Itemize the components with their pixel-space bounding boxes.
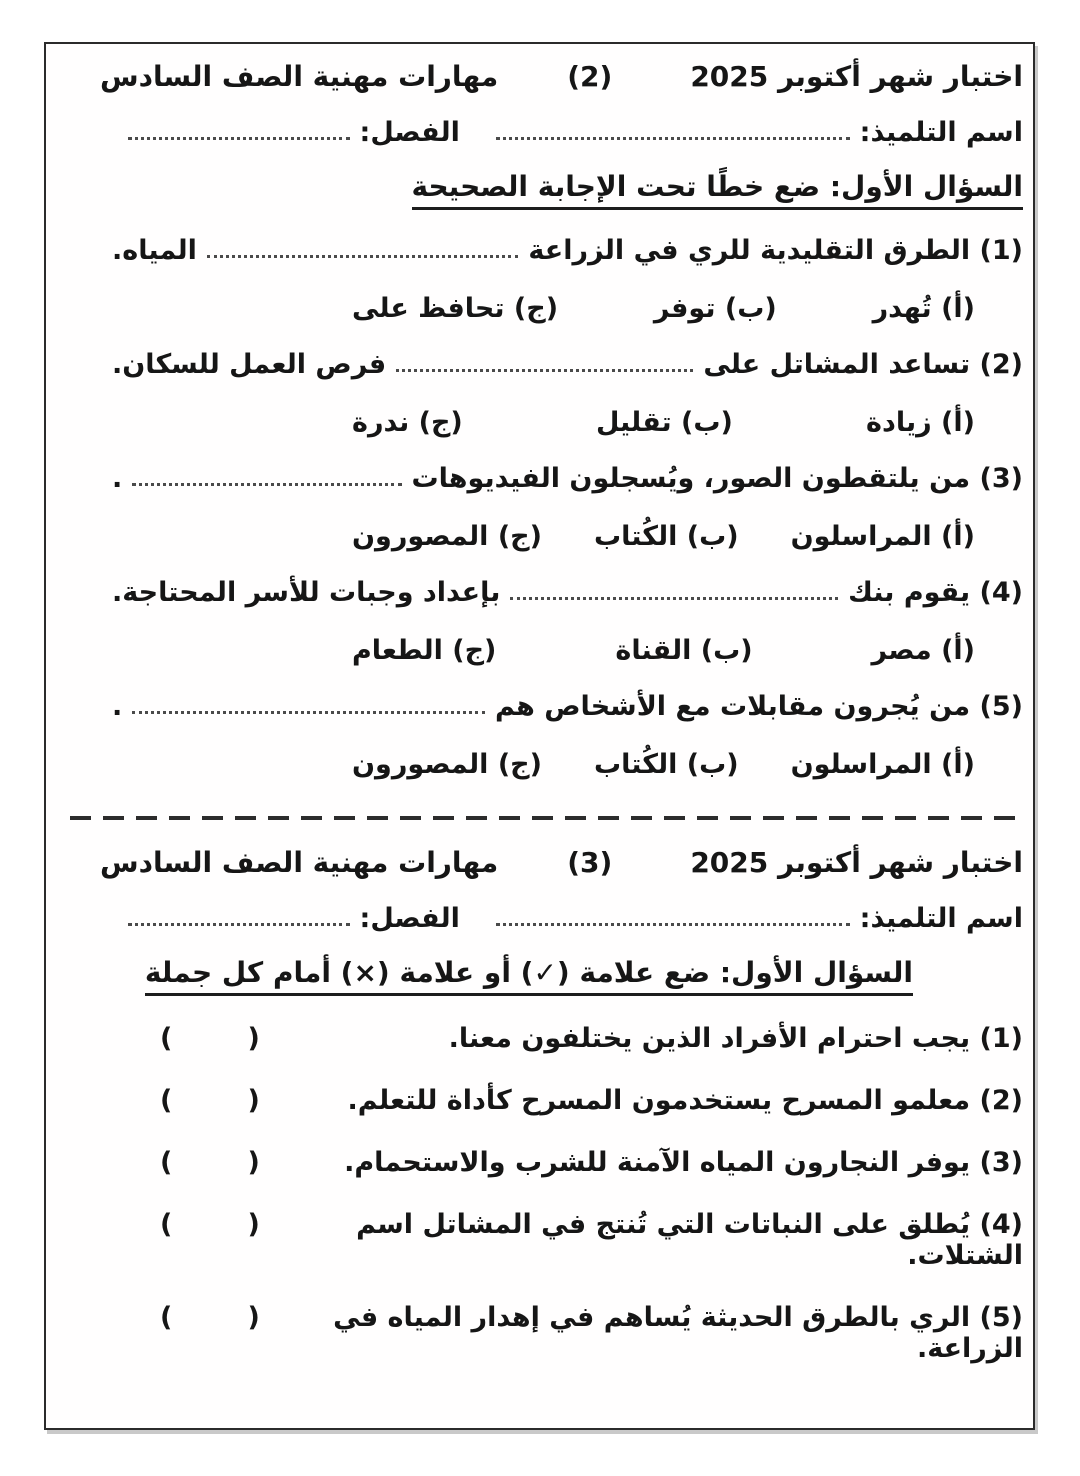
student-name-label: اسم التلميذ: bbox=[859, 903, 1023, 934]
question-1-tail: المياه. bbox=[112, 235, 197, 266]
class-label: الفصل: bbox=[359, 903, 460, 934]
question-3 bbox=[62, 463, 1023, 552]
option-c: (ج) المصورون bbox=[352, 521, 542, 552]
statement-text: (1) يجب احترام الأفراد الذين يختلفون معنا. bbox=[448, 1023, 1023, 1054]
option-a: (أ) تُهدر bbox=[872, 293, 975, 324]
exam-2-instruction-row bbox=[62, 170, 1023, 210]
exam-subject: مهارات مهنية الصف السادس bbox=[100, 60, 499, 93]
option-b: (ب) توفر bbox=[653, 293, 777, 324]
question-5-tail: . bbox=[112, 691, 123, 722]
question-4-line bbox=[62, 577, 1023, 608]
answer-parentheses: ( ) bbox=[160, 1209, 260, 1240]
statement-4 bbox=[62, 1209, 1023, 1271]
statement-2 bbox=[62, 1085, 1023, 1116]
statement-text: (4) يُطلق على النباتات التي تُنتج في المشاتل اسم الشتلات. bbox=[356, 1209, 1023, 1271]
option-b: (ب) الكُتاب bbox=[593, 749, 739, 780]
question-3-blank bbox=[132, 483, 401, 486]
exam-number: (3) bbox=[567, 846, 613, 879]
exam-title: اختبار شهر أكتوبر 2025 bbox=[690, 846, 1023, 879]
student-name-label: اسم التلميذ: bbox=[859, 117, 1023, 148]
question-4-lead: (4) يقوم بنك bbox=[848, 577, 1023, 608]
question-1-blank bbox=[207, 255, 519, 258]
question-1-lead: (1) الطرق التقليدية للري في الزراعة bbox=[528, 235, 1023, 266]
exam-3-section bbox=[62, 846, 1023, 1364]
option-b: (ب) القناة bbox=[615, 635, 753, 666]
question-5-options bbox=[62, 749, 1023, 780]
option-c: (ج) ندرة bbox=[352, 407, 463, 438]
scanned-exam-page bbox=[44, 42, 1035, 1430]
class-blank bbox=[128, 137, 350, 140]
question-3-line bbox=[62, 463, 1023, 494]
exam-3-header bbox=[62, 846, 1023, 879]
statement-text: (2) معلمو المسرح يستخدمون المسرح كأداة للتعلم. bbox=[347, 1085, 1023, 1116]
statement-text: (5) الري بالطرق الحديثة يُساهم في إهدار المياه في الزراعة. bbox=[333, 1302, 1023, 1364]
option-c: (ج) تحافظ على bbox=[352, 293, 559, 324]
exam-number: (2) bbox=[567, 60, 613, 93]
section-instruction: السؤال الأول: ضع خطًا تحت الإجابة الصحيحة bbox=[412, 170, 1023, 210]
class-blank bbox=[128, 923, 350, 926]
question-3-tail: . bbox=[112, 463, 123, 494]
option-a: (أ) المراسلون bbox=[790, 521, 975, 552]
option-c: (ج) المصورون bbox=[352, 749, 542, 780]
exam-3-identity-row bbox=[62, 903, 1023, 934]
statement-5 bbox=[62, 1302, 1023, 1364]
exam-2-identity-row bbox=[62, 117, 1023, 148]
answer-parentheses: ( ) bbox=[160, 1085, 260, 1116]
answer-parentheses: ( ) bbox=[160, 1023, 260, 1054]
question-5-lead: (5) من يُجرون مقابلات مع الأشخاص هم bbox=[494, 691, 1023, 722]
statement-text: (3) يوفر النجارون المياه الآمنة للشرب والاستحمام. bbox=[344, 1147, 1023, 1178]
section-divider bbox=[70, 816, 1015, 820]
question-1 bbox=[62, 235, 1023, 324]
statement-1 bbox=[62, 1023, 1023, 1054]
student-name-blank bbox=[496, 137, 850, 140]
question-3-lead: (3) من يلتقطون الصور، ويُسجلون الفيديوهات bbox=[411, 463, 1023, 494]
answer-parentheses: ( ) bbox=[160, 1302, 260, 1333]
question-5-blank bbox=[132, 711, 485, 714]
option-a: (أ) مصر bbox=[871, 635, 975, 666]
question-1-options bbox=[62, 293, 1023, 324]
statement-3 bbox=[62, 1147, 1023, 1178]
exam-title: اختبار شهر أكتوبر 2025 bbox=[690, 60, 1023, 93]
question-2-tail: فرص العمل للسكان. bbox=[112, 349, 387, 380]
option-a: (أ) المراسلون bbox=[790, 749, 975, 780]
question-4-tail: بإعداد وجبات للأسر المحتاجة. bbox=[112, 577, 501, 608]
question-5 bbox=[62, 691, 1023, 780]
option-b: (ب) الكُتاب bbox=[593, 521, 739, 552]
answer-parentheses: ( ) bbox=[160, 1147, 260, 1178]
section-instruction: السؤال الأول: ضع علامة (✓) أو علامة (×) أمام كل جملة bbox=[145, 956, 913, 996]
student-name-blank bbox=[496, 923, 850, 926]
question-2-blank bbox=[396, 369, 693, 372]
question-3-options bbox=[62, 521, 1023, 552]
question-1-line bbox=[62, 235, 1023, 266]
option-c: (ج) الطعام bbox=[352, 635, 497, 666]
exam-subject: مهارات مهنية الصف السادس bbox=[100, 846, 499, 879]
class-label: الفصل: bbox=[359, 117, 460, 148]
exam-3-instruction-row bbox=[62, 956, 1023, 996]
question-2-line bbox=[62, 349, 1023, 380]
exam-2-header bbox=[62, 60, 1023, 93]
question-2-options bbox=[62, 407, 1023, 438]
option-b: (ب) تقليل bbox=[595, 407, 733, 438]
question-4-options bbox=[62, 635, 1023, 666]
question-4 bbox=[62, 577, 1023, 666]
option-a: (أ) زيادة bbox=[866, 407, 975, 438]
question-5-line bbox=[62, 691, 1023, 722]
question-2-lead: (2) تساعد المشاتل على bbox=[703, 349, 1023, 380]
exam-2-section bbox=[62, 60, 1023, 780]
question-4-blank bbox=[510, 597, 838, 600]
question-2 bbox=[62, 349, 1023, 438]
